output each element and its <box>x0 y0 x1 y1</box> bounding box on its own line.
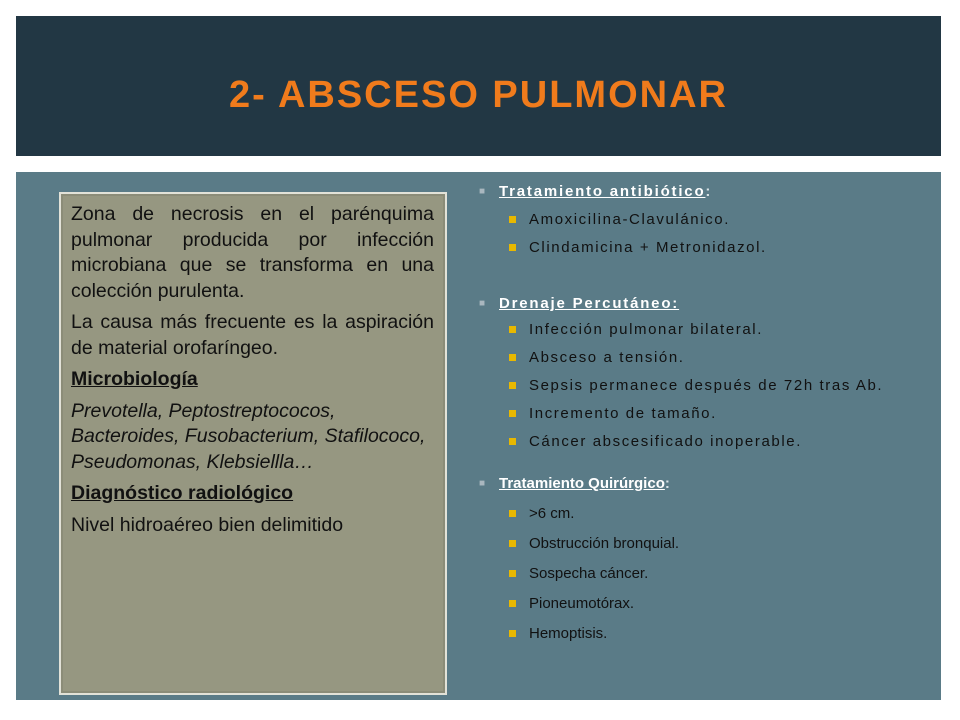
square-bullet-icon <box>509 540 516 547</box>
cause-text: La causa más frecuente es la aspiración de material orofaríngeo. <box>71 311 434 359</box>
list-item: Amoxicilina-Clavulánico. <box>509 210 934 230</box>
antibiotic-heading[interactable]: Tratamiento antibiótico <box>499 183 706 200</box>
list-item: Infección pulmonar bilateral. <box>509 320 934 340</box>
microbiology-text: Prevotella, Peptostreptococos, Bacteroides, Fusobacterium, Stafilococo, Pseudomonas, Klebsiellla… <box>71 399 426 473</box>
square-bullet-icon: ■ <box>479 298 487 309</box>
square-bullet-icon <box>509 630 516 637</box>
square-bullet-icon <box>509 570 516 577</box>
list-item: Incremento de tamaño. <box>509 404 934 424</box>
square-bullet-icon: ■ <box>479 186 487 197</box>
list-item: Sepsis permanece después de 72h tras Ab. <box>509 376 934 396</box>
treatment-list <box>479 182 934 644</box>
drainage-list <box>479 320 934 452</box>
square-bullet-icon <box>509 410 516 417</box>
diagnosis-heading[interactable]: Diagnóstico radiológico <box>71 482 294 504</box>
square-bullet-icon <box>509 216 516 223</box>
antibiotic-heading-row <box>479 182 934 202</box>
antibiotic-section <box>479 182 934 258</box>
definition-box <box>59 192 447 695</box>
surgery-heading[interactable]: Tratamiento Quirúrgico <box>499 475 665 492</box>
list-item: Absceso a tensión. <box>509 348 934 368</box>
list-item: Sospecha cáncer. <box>509 564 934 584</box>
square-bullet-icon: ■ <box>479 478 486 489</box>
square-bullet-icon <box>509 244 516 251</box>
square-bullet-icon <box>509 326 516 333</box>
square-bullet-icon <box>509 382 516 389</box>
surgery-section <box>479 474 934 644</box>
list-item: Hemoptisis. <box>509 624 934 644</box>
square-bullet-icon <box>509 354 516 361</box>
diagnosis-text: Nivel hidroaéreo bien delimitido <box>71 513 344 536</box>
square-bullet-icon <box>509 600 516 607</box>
antibiotic-colon: : <box>705 183 713 200</box>
surgery-list <box>479 504 934 644</box>
square-bullet-icon <box>509 438 516 445</box>
definition-text: Zona de necrosis en el parénquima pulmonar producida por infección microbiana que se transforma en una colección purulenta. <box>71 203 434 302</box>
list-item: Pioneumotórax. <box>509 594 934 614</box>
drainage-heading-row <box>479 294 934 314</box>
square-bullet-icon <box>509 510 516 517</box>
slide-header <box>16 16 941 156</box>
drainage-section <box>479 294 934 452</box>
surgery-heading-row <box>479 474 934 494</box>
slide-title: 2- ABSCESO PULMONAR <box>229 74 728 116</box>
content-panel <box>16 172 941 700</box>
antibiotic-list <box>479 210 934 258</box>
surgery-colon: : <box>664 475 670 492</box>
microbiology-heading[interactable]: Microbiología <box>71 368 198 390</box>
drainage-heading[interactable]: Drenaje Percutáneo: <box>499 295 680 312</box>
list-item: Cáncer abscesificado inoperable. <box>509 432 934 452</box>
list-item: Obstrucción bronquial. <box>509 534 934 554</box>
list-item: Clindamicina + Metronidazol. <box>509 238 934 258</box>
list-item: >6 cm. <box>509 504 934 524</box>
